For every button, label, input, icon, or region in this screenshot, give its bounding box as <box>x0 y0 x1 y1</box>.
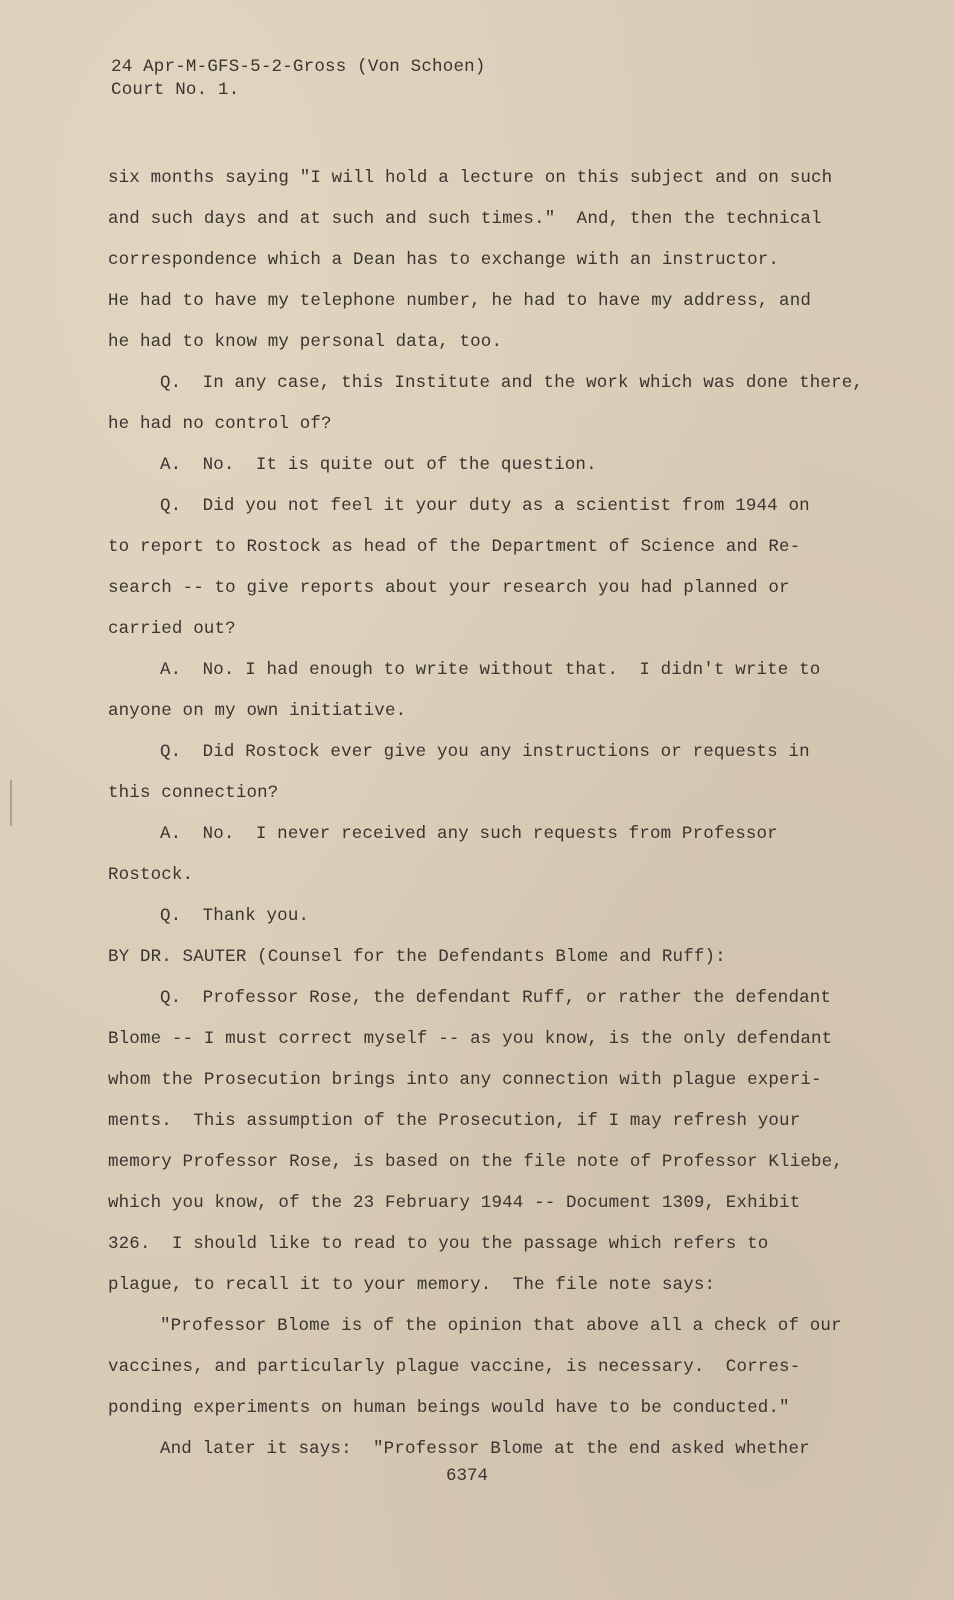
text-line: to report to Rostock as head of the Department of Science and Re- <box>108 537 801 557</box>
counsel-heading: BY DR. SAUTER (Counsel for the Defendants Blome and Ruff): <box>108 947 726 967</box>
header-case-line: 24 Apr-M-GFS-5-2-Gross (Von Schoen) <box>111 57 486 77</box>
text-line: whom the Prosecution brings into any connection with plague experi- <box>108 1070 822 1090</box>
text-line: He had to have my telephone number, he had to have my address, and <box>108 291 812 311</box>
text-line: six months saying "I will hold a lecture on this subject and on such <box>108 168 833 188</box>
question-line: Q. Thank you. <box>160 906 310 926</box>
text-line: plague, to recall it to your memory. The file note says: <box>108 1275 716 1295</box>
text-line: and such days and at such and such times." And, then the technical <box>108 209 822 229</box>
text-line: And later it says: "Professor Blome at the end asked whether <box>160 1439 810 1459</box>
text-line: Blome -- I must correct myself -- as you know, is the only defendant <box>108 1029 833 1049</box>
text-line: Rostock. <box>108 865 194 885</box>
quotation-line: vaccines, and particularly plague vaccine, is necessary. Corres- <box>108 1357 801 1377</box>
text-line: carried out? <box>108 619 236 639</box>
text-line: correspondence which a Dean has to exchange with an instructor. <box>108 250 780 270</box>
page-number: 6374 <box>445 1466 488 1486</box>
paper-edge-mark <box>10 780 12 826</box>
text-line: which you know, of the 23 February 1944 -- Document 1309, Exhibit <box>108 1193 801 1213</box>
transcript-body <box>108 158 868 1470</box>
text-line: ments. This assumption of the Prosecution, if I may refresh your <box>108 1111 801 1131</box>
question-line: Q. In any case, this Institute and the work which was done there, <box>160 373 864 393</box>
text-line: anyone on my own initiative. <box>108 701 407 721</box>
text-line: 326. I should like to read to you the passage which refers to <box>108 1234 769 1254</box>
question-line: Q. Did Rostock ever give you any instructions or requests in <box>160 742 810 762</box>
answer-line: A. No. It is quite out of the question. <box>160 455 597 475</box>
quotation-line: "Professor Blome is of the opinion that above all a check of our <box>160 1316 842 1336</box>
answer-line: A. No. I had enough to write without that. I didn't write to <box>160 660 821 680</box>
question-line: Q. Did you not feel it your duty as a scientist from 1944 on <box>160 496 810 516</box>
text-line: search -- to give reports about your research you had planned or <box>108 578 790 598</box>
text-line: memory Professor Rose, is based on the file note of Professor Kliebe, <box>108 1152 843 1172</box>
text-line: he had no control of? <box>108 414 332 434</box>
header-court-line: Court No. 1. <box>111 80 240 100</box>
answer-line: A. No. I never received any such requests from Professor <box>160 824 778 844</box>
text-line: this connection? <box>108 783 279 803</box>
question-line: Q. Professor Rose, the defendant Ruff, or rather the defendant <box>160 988 832 1008</box>
text-line: he had to know my personal data, too. <box>108 332 503 352</box>
quotation-line: ponding experiments on human beings would have to be conducted." <box>108 1398 790 1418</box>
document-header <box>111 56 486 102</box>
